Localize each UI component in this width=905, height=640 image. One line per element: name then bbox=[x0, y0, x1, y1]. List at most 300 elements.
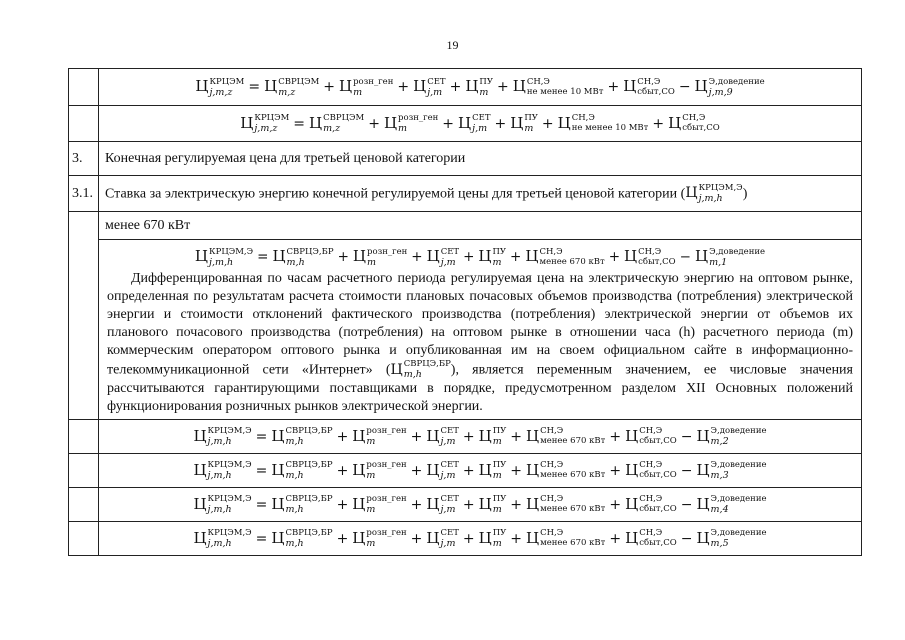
symbol-subscript: m bbox=[398, 123, 408, 135]
price-symbol: Ц bbox=[193, 460, 207, 479]
symbol-subscript: j,m bbox=[440, 257, 456, 269]
symbol-superscript: КРЦЭМ,Э bbox=[207, 528, 252, 539]
price-symbol: Ц bbox=[193, 528, 207, 547]
symbol-superscript: КРЦЭМ,Э bbox=[207, 460, 252, 471]
price-symbol: Ц bbox=[525, 247, 539, 266]
symbol-scripts bbox=[208, 461, 252, 480]
number-cell-empty bbox=[69, 420, 99, 454]
formula-operator: = bbox=[248, 79, 261, 96]
symbol-scripts bbox=[440, 427, 458, 446]
symbol-subscript: m,1 bbox=[709, 257, 728, 269]
formula-operator: − bbox=[679, 249, 691, 266]
symbol-subscript: сбыт,СО bbox=[639, 436, 677, 447]
row-formula-670-4 bbox=[69, 488, 862, 522]
formula-term bbox=[426, 247, 460, 269]
symbol-subscript: сбыт,СО bbox=[639, 538, 677, 549]
symbol-scripts bbox=[472, 114, 490, 133]
symbol-subscript: m,h bbox=[285, 538, 304, 550]
section-title bbox=[99, 176, 862, 212]
symbol-subscript: j,m,h bbox=[207, 504, 232, 516]
symbol-scripts bbox=[493, 427, 507, 446]
symbol-subscript: m,5 bbox=[710, 538, 729, 550]
formula-operator: + bbox=[411, 249, 423, 266]
symbol-scripts bbox=[366, 427, 406, 446]
price-symbol: Ц bbox=[426, 460, 440, 479]
price-symbol: Ц bbox=[195, 77, 209, 96]
price-symbol: Ц bbox=[458, 113, 472, 132]
symbol-scripts bbox=[366, 529, 406, 548]
formula-operator: + bbox=[541, 115, 554, 132]
symbol-subscript: j,m,z bbox=[254, 123, 278, 135]
formula-operator: − bbox=[678, 79, 691, 96]
price-symbol: Ц bbox=[625, 494, 639, 513]
symbol-scripts bbox=[637, 78, 675, 97]
number-cell-empty bbox=[69, 69, 99, 106]
formula-operator: + bbox=[410, 462, 423, 479]
formula-term bbox=[696, 460, 767, 482]
price-symbol: Ц bbox=[352, 494, 366, 513]
symbol-scripts bbox=[287, 248, 334, 267]
price-symbol: Ц bbox=[465, 77, 479, 96]
formula-term bbox=[271, 426, 333, 448]
symbol-superscript: СН,Э bbox=[540, 460, 564, 471]
formula-term bbox=[625, 528, 677, 549]
symbol-superscript: СН,Э bbox=[540, 426, 564, 437]
symbol-superscript: КРЦЭМ,Э bbox=[698, 182, 743, 193]
formula-670-4 bbox=[99, 488, 862, 522]
row-formula-670-2 bbox=[69, 420, 862, 454]
symbol-scripts bbox=[440, 461, 458, 480]
symbol-superscript: СН,Э bbox=[571, 113, 595, 124]
formula-term bbox=[478, 528, 507, 550]
symbol-subscript: m,4 bbox=[710, 504, 729, 516]
page-number: 19 bbox=[446, 38, 459, 52]
formula-operator: + bbox=[463, 249, 475, 266]
symbol-scripts bbox=[540, 529, 605, 548]
formula-operator: − bbox=[680, 496, 693, 513]
formula-term bbox=[625, 426, 677, 447]
price-symbol: Ц bbox=[352, 460, 366, 479]
symbol-superscript: СЕТ bbox=[472, 113, 491, 124]
price-symbol: Ц bbox=[526, 460, 540, 479]
formula-operator: + bbox=[607, 79, 620, 96]
price-symbol: Ц bbox=[352, 247, 367, 266]
formula-term bbox=[413, 76, 446, 98]
symbol-scripts bbox=[639, 495, 677, 514]
symbol-scripts bbox=[286, 495, 333, 514]
formula-operator: = bbox=[293, 115, 306, 132]
formula-670-5 bbox=[99, 522, 862, 556]
symbol-superscript: Э,доведение bbox=[710, 528, 767, 539]
price-symbol: Ц bbox=[193, 494, 207, 513]
symbol-scripts bbox=[398, 114, 438, 133]
formula-term bbox=[512, 76, 604, 97]
formula-operator: + bbox=[336, 428, 349, 445]
symbol-scripts bbox=[208, 495, 252, 514]
symbol-superscript: Э,доведение bbox=[710, 460, 767, 471]
formula-operator: + bbox=[462, 462, 475, 479]
symbol-scripts bbox=[278, 78, 319, 97]
price-symbol: Ц bbox=[478, 460, 492, 479]
symbol-superscript: ПУ bbox=[492, 528, 507, 539]
symbol-subscript: m,h bbox=[403, 369, 422, 381]
symbol-subscript: m,z bbox=[278, 86, 296, 98]
symbol-scripts bbox=[286, 461, 333, 480]
formula-operator: + bbox=[608, 249, 621, 266]
formula-term bbox=[525, 247, 605, 268]
symbol-subscript: менее 670 кВт bbox=[540, 538, 606, 549]
formula-term bbox=[271, 494, 333, 516]
symbol-scripts bbox=[208, 529, 252, 548]
symbol-subscript: j,m,z bbox=[209, 86, 233, 98]
symbol-subscript: m bbox=[479, 86, 489, 98]
symbol-superscript: СВРЦЭ,БР bbox=[403, 359, 451, 370]
formula-term bbox=[478, 494, 507, 516]
price-symbol: Ц bbox=[352, 426, 366, 445]
symbol-superscript: ПУ bbox=[492, 494, 507, 505]
formula-term bbox=[696, 494, 767, 516]
formula-term bbox=[526, 460, 606, 481]
symbol-superscript: розн_ген bbox=[398, 113, 439, 124]
symbol-scripts bbox=[639, 427, 677, 446]
symbol-scripts bbox=[524, 114, 538, 133]
price-symbol: Ц bbox=[696, 426, 710, 445]
price-symbol: Ц bbox=[413, 77, 427, 96]
symbol-superscript: СЕТ bbox=[440, 460, 459, 471]
number-cell-empty bbox=[69, 212, 99, 420]
inline-symbol bbox=[685, 182, 743, 204]
row-subheading bbox=[69, 212, 862, 240]
formula-term bbox=[352, 460, 407, 482]
price-symbol: Ц bbox=[271, 528, 285, 547]
symbol-scripts bbox=[286, 529, 333, 548]
price-symbol: Ц bbox=[194, 247, 209, 266]
symbol-subscript: m bbox=[492, 538, 502, 550]
symbol-subscript: сбыт,СО bbox=[638, 257, 676, 268]
formula-operator: + bbox=[462, 428, 475, 445]
symbol-scripts bbox=[493, 495, 507, 514]
symbol-subscript: менее 670 кВт bbox=[540, 470, 606, 481]
formula-term bbox=[309, 113, 365, 135]
formula-term bbox=[694, 76, 765, 98]
price-symbol: Ц bbox=[309, 113, 323, 132]
formula-term bbox=[264, 76, 320, 98]
symbol-scripts bbox=[540, 495, 605, 514]
price-symbol: Ц bbox=[352, 528, 366, 547]
symbol-subscript: m bbox=[367, 257, 377, 269]
symbol-subscript: m,h bbox=[285, 436, 304, 448]
price-symbol: Ц bbox=[478, 528, 492, 547]
symbol-subscript: m,h bbox=[285, 470, 304, 482]
symbol-subscript: m,3 bbox=[710, 470, 729, 482]
symbol-superscript: розн_ген bbox=[366, 460, 407, 471]
formula-term bbox=[240, 113, 290, 135]
symbol-scripts bbox=[539, 248, 604, 267]
symbol-superscript: СН,Э bbox=[539, 247, 563, 258]
price-symbol: Ц bbox=[694, 77, 708, 96]
price-symbol: Ц bbox=[512, 77, 526, 96]
symbol-scripts bbox=[540, 427, 605, 446]
price-symbol: Ц bbox=[624, 247, 638, 266]
symbol-superscript: СН,Э bbox=[639, 528, 663, 539]
formula-operator: + bbox=[336, 496, 349, 513]
number-cell-empty bbox=[69, 522, 99, 556]
price-symbol: Ц bbox=[272, 247, 286, 266]
price-symbol: Ц bbox=[526, 426, 540, 445]
symbol-scripts bbox=[639, 461, 677, 480]
symbol-superscript: СВРЦЭ,БР bbox=[285, 460, 333, 471]
symbol-superscript: СН,Э bbox=[638, 247, 662, 258]
price-symbol: Ц bbox=[696, 528, 710, 547]
formula-term bbox=[194, 247, 254, 269]
formula-operator: + bbox=[368, 115, 380, 132]
formula-term bbox=[193, 426, 252, 448]
price-symbol: Ц bbox=[478, 426, 492, 445]
symbol-scripts bbox=[709, 248, 765, 267]
formula-operator: + bbox=[410, 530, 423, 547]
price-symbol: Ц bbox=[625, 528, 639, 547]
symbol-scripts bbox=[286, 427, 333, 446]
formula-term bbox=[526, 494, 606, 515]
formula-operator: + bbox=[442, 115, 455, 132]
formula-term bbox=[426, 426, 459, 448]
symbol-scripts bbox=[440, 529, 458, 548]
formula-operator: + bbox=[494, 115, 507, 132]
formula-operator: + bbox=[609, 428, 622, 445]
symbol-superscript: розн_ген bbox=[366, 426, 407, 437]
formula-term bbox=[478, 426, 507, 448]
symbol-subscript: j,m bbox=[440, 504, 456, 516]
formula-term bbox=[271, 460, 333, 482]
symbol-subscript: j,m,h bbox=[209, 257, 234, 269]
formula-operator: = bbox=[257, 249, 269, 266]
main-content-cell bbox=[99, 240, 862, 420]
formula-operator: + bbox=[652, 115, 665, 132]
symbol-subscript: менее 670 кВт bbox=[540, 436, 606, 447]
tariff-table bbox=[68, 68, 862, 556]
symbol-scripts bbox=[493, 461, 507, 480]
symbol-scripts bbox=[353, 78, 393, 97]
symbol-superscript: ПУ bbox=[492, 247, 507, 258]
price-symbol: Ц bbox=[557, 113, 571, 132]
formula-term bbox=[426, 460, 459, 482]
formula-operator: + bbox=[462, 530, 475, 547]
formula-operator: + bbox=[323, 79, 336, 96]
symbol-subscript: m,h bbox=[286, 257, 305, 269]
formula-term bbox=[339, 76, 394, 98]
formula-term bbox=[352, 528, 407, 550]
symbol-superscript: СЕТ bbox=[427, 76, 446, 87]
symbol-superscript: розн_ген bbox=[366, 494, 407, 505]
symbol-scripts bbox=[572, 114, 649, 133]
formula-term bbox=[696, 528, 767, 550]
symbol-scripts bbox=[440, 495, 458, 514]
formula-670-3 bbox=[99, 454, 862, 488]
formula-term bbox=[352, 494, 407, 516]
price-symbol: Ц bbox=[271, 494, 285, 513]
section-number: 3.1. bbox=[69, 176, 99, 212]
formula-operator: + bbox=[510, 428, 522, 445]
formula-operator: + bbox=[510, 249, 522, 266]
formula-term bbox=[624, 247, 676, 268]
formula-operator: + bbox=[510, 496, 522, 513]
symbol-superscript: СВРЦЭ,БР bbox=[285, 426, 333, 437]
symbol-superscript: Э,доведение bbox=[710, 494, 767, 505]
formula-term bbox=[193, 460, 252, 482]
row-section-3 bbox=[69, 142, 862, 176]
formula-term bbox=[478, 460, 507, 482]
symbol-subscript: m,z bbox=[323, 123, 341, 135]
symbol-subscript: j,m bbox=[472, 123, 488, 135]
symbol-subscript: j,m,h bbox=[207, 470, 232, 482]
symbol-scripts bbox=[709, 78, 765, 97]
symbol-subscript: m bbox=[492, 504, 502, 516]
symbol-superscript: СН,Э bbox=[682, 113, 706, 124]
price-symbol: Ц bbox=[264, 77, 278, 96]
symbol-superscript: СВРЦЭМ bbox=[278, 76, 320, 87]
symbol-superscript: СВРЦЭМ bbox=[323, 113, 365, 124]
price-symbol: Ц bbox=[339, 77, 353, 96]
formula-operator: + bbox=[510, 462, 522, 479]
symbol-superscript: КРЦЭМ,Э bbox=[207, 426, 252, 437]
formula-operator: + bbox=[410, 496, 423, 513]
symbol-subscript: m bbox=[492, 436, 502, 448]
formula-operator: = bbox=[255, 496, 268, 513]
row-formula-10mw-a bbox=[69, 69, 862, 106]
formula-operator: + bbox=[410, 428, 423, 445]
symbol-superscript: СН,Э bbox=[540, 528, 564, 539]
row-formula-10mw-b bbox=[69, 106, 862, 142]
row-formula-670-5 bbox=[69, 522, 862, 556]
number-cell-empty bbox=[69, 106, 99, 142]
symbol-superscript: СЕТ bbox=[440, 528, 459, 539]
symbol-superscript: ПУ bbox=[492, 426, 507, 437]
symbol-subscript: m bbox=[366, 504, 376, 516]
row-main-content bbox=[69, 240, 862, 420]
formula-term bbox=[193, 528, 252, 550]
symbol-scripts bbox=[682, 114, 720, 133]
symbol-scripts bbox=[638, 248, 676, 267]
formula-operator: + bbox=[336, 462, 349, 479]
symbol-superscript: розн_ген bbox=[353, 76, 394, 87]
symbol-subscript: сбыт,СО bbox=[682, 123, 720, 134]
symbol-subscript: m,2 bbox=[710, 436, 729, 448]
symbol-subscript: m bbox=[524, 123, 534, 135]
symbol-superscript: КРЦЭМ bbox=[254, 113, 290, 124]
price-symbol: Ц bbox=[426, 247, 440, 266]
number-cell-empty bbox=[69, 454, 99, 488]
price-symbol: Ц bbox=[478, 494, 492, 513]
symbol-subscript: m bbox=[366, 470, 376, 482]
formula-operator: + bbox=[449, 79, 462, 96]
symbol-superscript: ПУ bbox=[492, 460, 507, 471]
formula-term bbox=[625, 460, 677, 481]
symbol-scripts bbox=[208, 427, 252, 446]
formula-term bbox=[526, 426, 606, 447]
price-definition-paragraph bbox=[107, 270, 853, 416]
formula-10mw-b bbox=[99, 106, 862, 142]
price-symbol: Ц bbox=[426, 494, 440, 513]
symbol-superscript: СВРЦЭ,БР bbox=[285, 494, 333, 505]
symbol-subscript: j,m bbox=[440, 436, 456, 448]
symbol-superscript: СЕТ bbox=[440, 247, 460, 258]
symbol-subscript: не менее 10 МВт bbox=[571, 123, 649, 134]
price-symbol: Ц bbox=[271, 460, 285, 479]
symbol-superscript: Э,доведение bbox=[708, 76, 765, 87]
symbol-superscript: розн_ген bbox=[366, 528, 407, 539]
symbol-superscript: КРЦЭМ bbox=[209, 76, 245, 87]
section-number: 3. bbox=[69, 142, 99, 176]
symbol-scripts bbox=[479, 78, 493, 97]
symbol-superscript: СН,Э bbox=[637, 76, 661, 87]
price-symbol: Ц bbox=[696, 494, 710, 513]
price-symbol: Ц bbox=[240, 113, 254, 132]
formula-operator: − bbox=[680, 462, 693, 479]
symbol-superscript: СЕТ bbox=[440, 426, 459, 437]
symbol-scripts bbox=[711, 529, 767, 548]
inline-symbol bbox=[390, 359, 451, 381]
symbol-scripts bbox=[639, 529, 677, 548]
symbol-subscript: j,m bbox=[427, 86, 443, 98]
formula-10mw-a bbox=[99, 69, 862, 106]
formula-term bbox=[352, 426, 407, 448]
price-symbol: Ц bbox=[510, 113, 524, 132]
formula-670-2 bbox=[99, 420, 862, 454]
symbol-superscript: СВРЦЭ,БР bbox=[286, 247, 334, 258]
formula-term bbox=[383, 113, 439, 135]
price-symbol: Ц bbox=[193, 426, 207, 445]
symbol-superscript: ПУ bbox=[479, 76, 493, 87]
formula-term bbox=[426, 494, 459, 516]
symbol-superscript: СН,Э bbox=[639, 494, 663, 505]
formula-term bbox=[623, 76, 675, 97]
symbol-subscript: j,m,h bbox=[207, 538, 232, 550]
symbol-subscript: m bbox=[492, 470, 502, 482]
symbol-superscript: Э,доведение bbox=[710, 426, 767, 437]
price-symbol: Ц bbox=[426, 426, 440, 445]
symbol-subscript: не менее 10 МВт bbox=[526, 86, 604, 97]
formula-term bbox=[694, 247, 766, 269]
formula-term bbox=[668, 113, 720, 134]
section-title-end: ) bbox=[742, 186, 748, 202]
symbol-superscript: КРЦЭМ,Э bbox=[209, 247, 254, 258]
price-symbol: Ц bbox=[390, 361, 403, 378]
price-symbol: Ц bbox=[478, 247, 492, 266]
symbol-subscript: m bbox=[366, 538, 376, 550]
symbol-scripts bbox=[493, 529, 507, 548]
symbol-scripts bbox=[367, 248, 407, 267]
symbol-subscript: m,h bbox=[285, 504, 304, 516]
formula-operator: − bbox=[680, 530, 693, 547]
formula-operator: + bbox=[609, 462, 622, 479]
symbol-subscript: сбыт,СО bbox=[639, 470, 677, 481]
formula-operator: + bbox=[336, 530, 349, 547]
formula-term bbox=[271, 528, 333, 550]
formula-term bbox=[458, 113, 491, 135]
section-title: Конечная регулируемая цена для третьей ценовой категории bbox=[99, 142, 862, 176]
formula-operator: + bbox=[462, 496, 475, 513]
formula-operator: + bbox=[397, 79, 410, 96]
price-symbol: Ц bbox=[696, 460, 710, 479]
formula-term bbox=[195, 76, 245, 98]
price-symbol: Ц bbox=[685, 185, 698, 202]
symbol-scripts bbox=[711, 495, 767, 514]
symbol-scripts bbox=[323, 114, 364, 133]
formula-term bbox=[193, 494, 252, 516]
symbol-subscript: менее 670 кВт bbox=[540, 504, 606, 515]
symbol-scripts bbox=[711, 427, 767, 446]
symbol-scripts bbox=[711, 461, 767, 480]
